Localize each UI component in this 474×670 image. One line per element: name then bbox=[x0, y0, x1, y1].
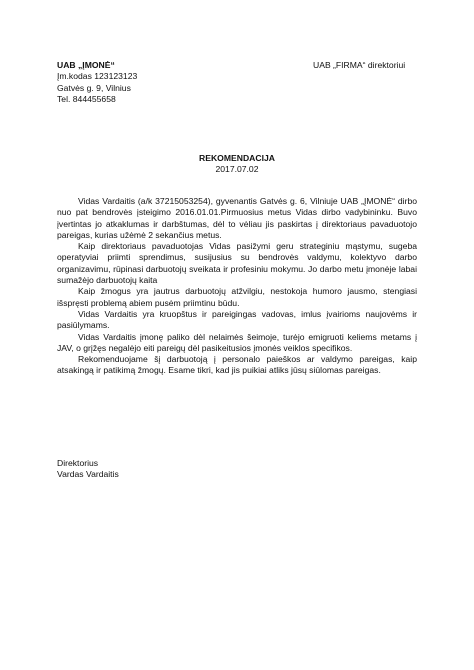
paragraph: Kaip žmogus yra jautrus darbuotojų atžvilgiu, nestokoja humoro jausmo, stengiasi išspręsti problemą abiem pusėm priimtinu būdu. bbox=[57, 286, 417, 308]
document-date: 2017.07.02 bbox=[215, 164, 259, 174]
sender-company: UAB „ĮMONĖ“ bbox=[57, 60, 115, 70]
sender-block bbox=[57, 60, 227, 105]
signature-name: Vardas Vardaitis bbox=[57, 469, 119, 480]
sender-address: Gatvės g. 9, Vilnius bbox=[57, 82, 131, 93]
paragraph: Rekomenduojame šį darbuotoją į personalo paieškos ar valdymo pareigas, kaip atsakingą ir patikimą žmogų. Esame tikri, kad jis puikiai atliks jūsų siūlomas pareigas. bbox=[57, 354, 417, 376]
paragraph: Vidas Vardaitis yra kruopštus ir pareigingas vadovas, imlus įvairioms naujovėms ir pasiūlymams. bbox=[57, 308, 417, 331]
paragraph: Vidas Vardaitis įmonę paliko dėl nelaimės šeimoje, turėjo emigruoti keliems metams į JAV, o grįžęs negalėjo eiti pareigų dėl pasikeitusios įmonės veiklos specifikos. bbox=[57, 331, 417, 353]
signature-position: Direktorius bbox=[57, 458, 99, 468]
sender-company-code: Įm.kodas 123123123 bbox=[57, 71, 138, 82]
recipient: UAB „FIRMA“ direktoriui bbox=[313, 60, 406, 70]
signature-block bbox=[57, 458, 119, 481]
document-title: REKOMENDACIJA bbox=[199, 153, 275, 163]
paragraph: Vidas Vardaitis (a/k 37215053254), gyvenantis Gatvės g. 6, Vilniuje UAB „ĮMONĖ“ dirbo nuo pat bendrovės įsteigimo 2016.01.01.Pirmuosius metus Vidas dirbo vadybininku. Buvo įvertintas jo atkaklumas ir darbštumas, dėl to vėliau jis paskirtas į direktoriaus pavaduotojo pareigas, kurias užėmė 2 sekančius metus. bbox=[57, 196, 417, 240]
paragraph: Kaip direktoriaus pavaduotojas Vidas pasižymi geru strateginiu mąstymu, sugeba operatyviai priimti sprendimus, susijusius su bendrovės valdymu, kolektyvo darbo organizavimu, rūpinasi darbuotojų sveikata ir profesiniu mokymu. Jo darbo metu įmonėje labai sumažėjo darbuotojų kaita bbox=[57, 241, 417, 286]
sender-phone: Tel. 844455658 bbox=[57, 93, 116, 104]
letter-body bbox=[57, 196, 417, 377]
